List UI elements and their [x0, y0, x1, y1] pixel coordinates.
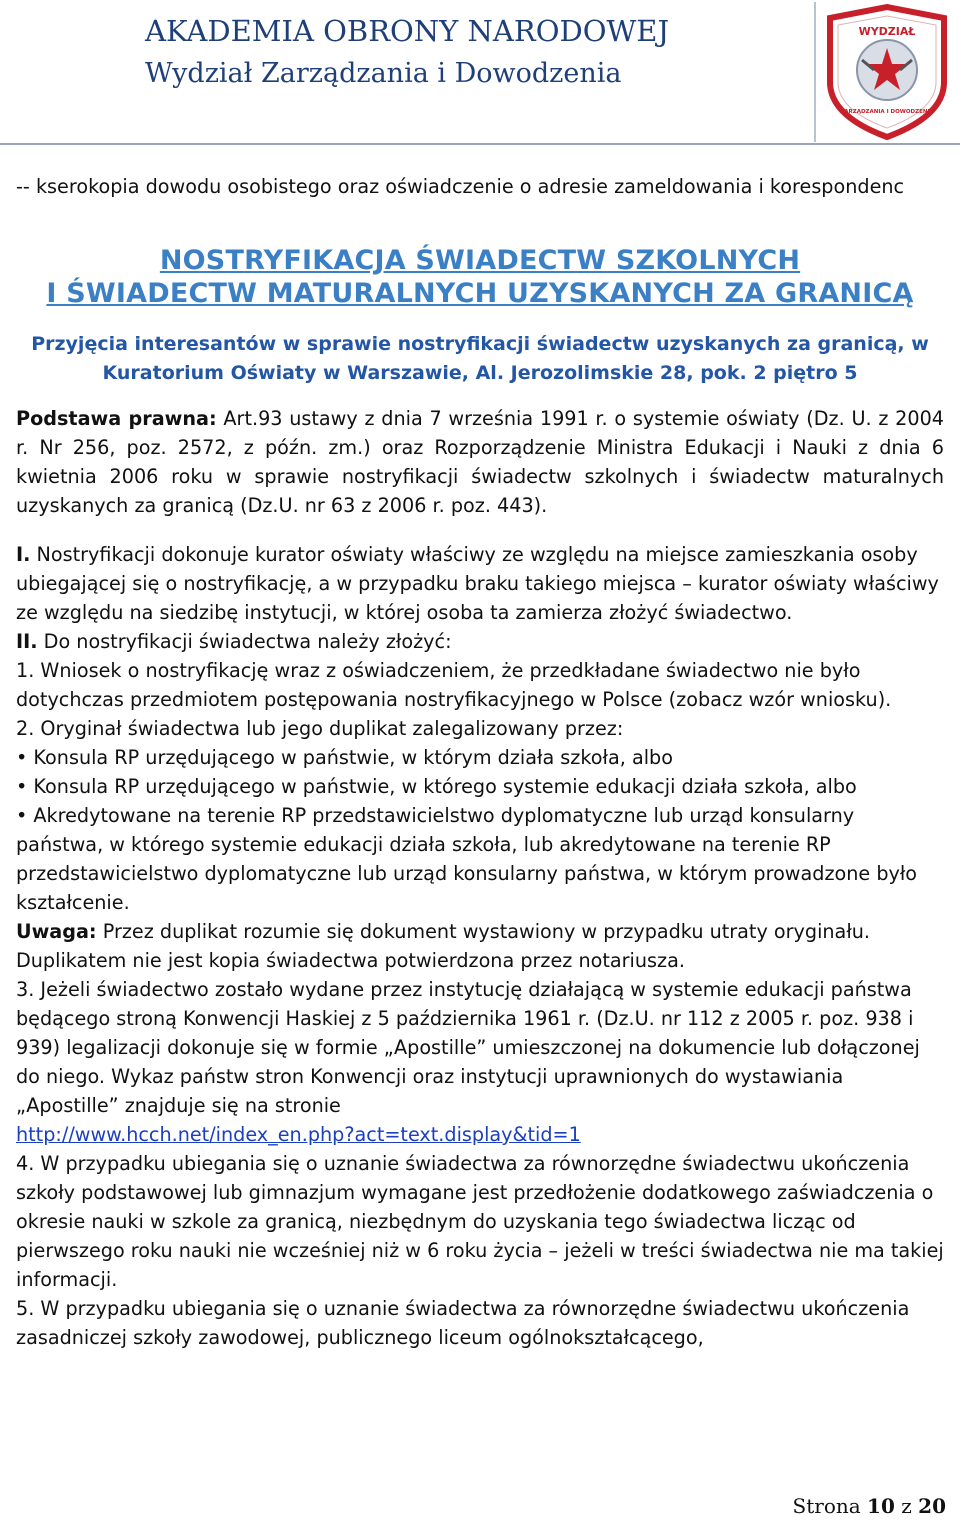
footer-total-pages: 20: [918, 1494, 946, 1518]
note-label: Uwaga:: [16, 920, 97, 943]
footer-separator: z: [901, 1494, 912, 1518]
list-item-1: 1. Wniosek o nostryfikację wraz z oświadczeniem, że przedkładane świadectwo nie było dotychczas przedmiotem postępowania nostryfikacyjnego w Polsce (zobacz wzór wniosku).: [16, 659, 892, 711]
list-item-2: 2. Oryginał świadectwa lub jego duplikat zalegalizowany przez:: [16, 717, 624, 740]
list-item-4: 4. W przypadku ubiegania się o uznanie świadectwa za równorzędne świadectwu ukończenia szkoły podstawowej lub gimnazjum wymagane jest przedłożenie dodatkowego zaświadczenia o okresie nauki w szkole za granicą, niezbędnym do uzyskania tego świadectwa licząc od pierwszego roku nauki nie wcześniej niż w 6 roku życia – jeżeli w treści świadectwa nie ma takiej informacji.: [16, 1152, 944, 1291]
apostille-link[interactable]: http://www.hcch.net/index_en.php?act=text.display&tid=1: [16, 1123, 581, 1146]
header-title-line2: Wydział Zarządzania i Dowodzenia: [145, 58, 622, 89]
intro-paragraph: Przyjęcia interesantów w sprawie nostryfikacji świadectw uzyskanych za granicą, w Kuratorium Oświaty w Warszawie, Al. Jerozolimskie 28, pok. 2 piętro 5: [31, 333, 929, 384]
bullet-item-2: • Konsula RP urzędującego w państwie, w którego systemie edukacji działa szkoła, albo: [16, 775, 857, 798]
document-body: [16, 172, 944, 1352]
footer-page-number: 10: [867, 1494, 895, 1518]
note-paragraph: [16, 917, 944, 975]
header-title-line1: AKADEMIA OBRONY NARODOWEJ: [145, 14, 670, 48]
section-2-label: II.: [16, 630, 38, 653]
logo-top-text: WYDZIAŁ: [858, 25, 916, 38]
section-1-text: Nostryfikacji dokonuje kurator oświaty właściwy ze względu na miejsce zamieszkania osoby ubiegającej się o nostryfikację, a w przypadku braku takiego miejsca – kurator oświaty właściwy ze względu na siedzibę instytucji, w której osoba ta zamierza złożyć świadectwo.: [16, 543, 939, 624]
note-text: Przez duplikat rozumie się dokument wystawiony w przypadku utraty oryginału. Duplikatem nie jest kopia świadectwa potwierdzona przez notariusza.: [16, 920, 871, 972]
section-2: [16, 627, 944, 656]
page-header: [0, 0, 960, 146]
header-divider: [0, 143, 960, 145]
section-1: [16, 540, 944, 627]
section-title-line2: I ŚWIADECTW MATURALNYCH UZYSKANYCH ZA GRANICĄ: [46, 278, 914, 309]
section-1-label: I.: [16, 543, 31, 566]
section-title-line1: NOSTRYFIKACJA ŚWIADECTW SZKOLNYCH: [159, 245, 801, 276]
faculty-logo: [826, 4, 948, 140]
list-item-5: 5. W przypadku ubiegania się o uznanie świadectwa za równorzędne świadectwu ukończenia zasadniczej szkoły zawodowej, publicznego liceum ogólnokształcącego,: [16, 1297, 910, 1349]
legal-basis-label: Podstawa prawna:: [16, 407, 217, 430]
bullet-item-1: • Konsula RP urzędującego w państwie, w którym działa szkoła, albo: [16, 746, 673, 769]
footer-label: Strona: [792, 1494, 861, 1518]
kserokopia-line: -- kserokopia dowodu osobistego oraz oświadczenie o adresie zameldowania i korespondenc: [16, 175, 905, 198]
header-divider-vertical: [814, 2, 816, 142]
apostille-link-line: [16, 1120, 944, 1149]
section-2-text: Do nostryfikacji świadectwa należy złożyć:: [37, 630, 452, 653]
bullet-item-3: • Akredytowane na terenie RP przedstawicielstwo dyplomatyczne lub urząd konsularny państwa, w którego systemie edukacji działa szkoła, lub akredytowane na terenie RP przedstawicielstwo dyplomatyczne lub urząd konsularny państwa, w którym prowadzone było kształcenie.: [16, 804, 918, 914]
legal-basis: [16, 404, 944, 520]
list-item-3: 3. Jeżeli świadectwo zostało wydane przez instytucję działającą w systemie edukacji państwa będącego stroną Konwencji Haskiej z 5 października 1961 r. (Dz.U. nr 112 z 2005 r. poz. 938 i 939) legalizacji dokonuje się w formie „Apostille” umieszczonej na dokumencie lub dołączonej do niego. Wykaz państw stron Konwencji oraz instytucji uprawnionych do wystawiania „Apostille” znajduje się na stronie: [16, 978, 920, 1117]
legal-basis-text: Art.93 ustawy z dnia 7 września 1991 r. o systemie oświaty (Dz. U. z 2004 r. Nr 256, poz. 2572, z późn. zm.) oraz Rozporządzenie Ministra Edukacji i Nauki z dnia 6 kwietnia 2006 roku w sprawie nostryfikacji świadectw szkolnych i świadectw maturalnych uzyskanych za granicą (Dz.U. nr 63 z 2006 r. poz. 443).: [16, 407, 944, 517]
logo-bottom-text: ZARZĄDZANIA I DOWODZENIA: [840, 109, 934, 115]
page-footer: [793, 1494, 946, 1518]
